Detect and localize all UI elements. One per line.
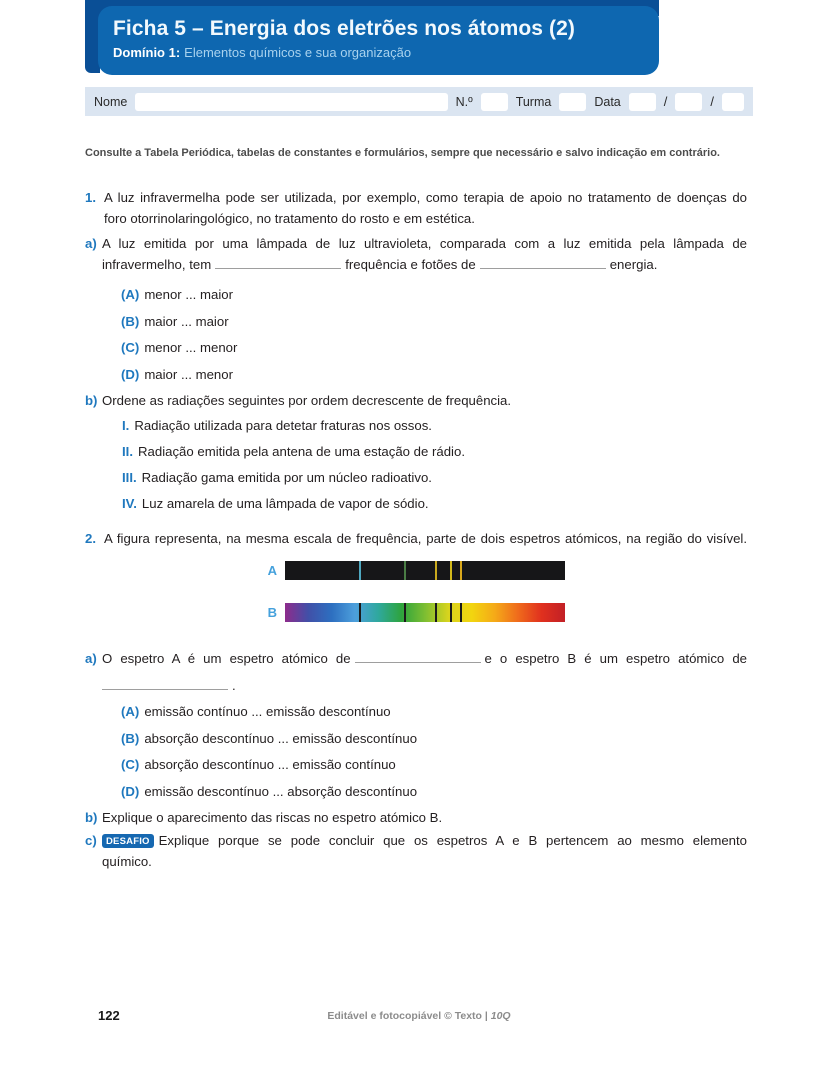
spectral-line: [359, 603, 361, 622]
question-2a: [85, 645, 747, 699]
option-letter: (A): [121, 287, 140, 302]
question-1-number: 1.: [85, 190, 96, 205]
question-1a-line2: [102, 254, 747, 275]
spectral-line: [435, 561, 437, 580]
radiation-item-2: [122, 441, 747, 462]
option-text: maior ... menor: [144, 366, 233, 382]
question-1-text: [104, 187, 747, 229]
page-number: 122: [98, 1008, 120, 1023]
name-input[interactable]: [135, 93, 447, 111]
question-2a-options: [121, 701, 747, 802]
question-2-number: 2.: [85, 531, 96, 546]
question-1-text-line2: foro otorrinolaringológico, no tratamento do rosto e em estética.: [104, 211, 475, 226]
domain-text: Elementos químicos e sua organização: [184, 45, 412, 60]
spectrum-a-emission-bar: [285, 561, 565, 580]
radiation-item-3: [122, 467, 747, 488]
spectral-line: [404, 561, 406, 580]
option-letter: (A): [121, 704, 140, 719]
option-letter: (C): [121, 340, 140, 355]
question-2a-line1-part2: e o espetro B é um espetro atómico de: [484, 651, 747, 666]
question-1b-text: Ordene as radiações seguintes por ordem decrescente de frequência.: [102, 393, 512, 408]
item-text: Radiação emitida pela antena de uma estação de rádio.: [138, 444, 465, 459]
item-text: Radiação gama emitida por um núcleo radioativo.: [141, 470, 432, 485]
class-input[interactable]: [559, 93, 586, 111]
blank-field-frequency[interactable]: [215, 257, 341, 269]
question-2a-text: [102, 645, 747, 699]
date-separator: /: [663, 94, 668, 109]
header-title-box: [98, 6, 659, 75]
question-2c-line2: químico.: [102, 854, 152, 869]
spectra-figure: [85, 557, 747, 625]
option-2a-C: [121, 754, 747, 775]
question-1b-label: b): [85, 393, 98, 408]
student-id-row: [85, 87, 753, 116]
option-1a-B: [121, 311, 747, 332]
item-text: Luz amarela de uma lâmpada de vapor de sódio.: [141, 496, 429, 511]
radiation-item-1: [122, 415, 747, 436]
question-2a-label: a): [85, 651, 97, 666]
item-numeral: III.: [122, 470, 137, 485]
option-text: emissão contínuo ... emissão descontínuo: [144, 704, 391, 719]
question-2b-label: b): [85, 810, 98, 825]
option-letter: (D): [121, 366, 140, 382]
page-footer: [85, 1008, 753, 1028]
question-2b: [85, 807, 747, 828]
question-1: [85, 187, 747, 514]
worksheet-body: [85, 140, 747, 872]
spectral-line: [450, 603, 452, 622]
option-letter: (B): [121, 730, 140, 746]
question-2a-line1-part1: O espetro A é um espetro atómico de: [102, 651, 351, 666]
radiation-item-4: [122, 493, 747, 514]
question-1a-line2-part3: energia.: [609, 257, 658, 272]
item-numeral: IV.: [122, 496, 137, 511]
challenge-badge: DESAFIO: [102, 834, 154, 848]
option-text: absorção descontínuo ... emissão descontínuo: [144, 730, 418, 746]
blank-field-spectrum-b[interactable]: [102, 678, 228, 690]
blank-field-spectrum-a[interactable]: [355, 651, 481, 663]
option-letter: (C): [121, 757, 140, 772]
spectral-line: [460, 603, 462, 622]
question-1a-line2-part2: frequência e fotões de: [345, 257, 476, 272]
spectral-line: [359, 561, 361, 580]
question-1a-options: [121, 284, 747, 385]
question-2c-line1: [102, 830, 747, 851]
option-letter: (B): [121, 313, 140, 329]
date-year-input[interactable]: [722, 93, 744, 111]
option-2a-B: [121, 728, 747, 749]
footer-copyright: [85, 1010, 753, 1022]
question-2b-text: Explique o aparecimento das riscas no espetro atómico B.: [102, 810, 443, 825]
worksheet-subtitle: [113, 44, 645, 61]
question-2: [85, 528, 747, 872]
question-1b-items: [122, 415, 747, 514]
option-text: menor ... menor: [144, 340, 238, 355]
question-2a-line2-suffix: .: [232, 678, 236, 693]
question-1a-line2-part1: infravermelho, tem: [102, 257, 212, 272]
question-1a-line1: A luz emitida por uma lâmpada de luz ultravioleta, comparada com a luz emitida pela lâmpada de: [102, 236, 747, 251]
option-text: emissão descontínuo ... absorção descontínuo: [144, 783, 418, 799]
question-1a: [85, 233, 747, 275]
question-2c-label: c): [85, 833, 97, 848]
footer-edition: 10Q: [490, 1010, 511, 1022]
question-2-text: A figura representa, na mesma escala de frequência, parte de dois espetros atómicos, na região do visível.: [104, 531, 747, 546]
item-numeral: II.: [122, 444, 133, 459]
date-day-input[interactable]: [629, 93, 656, 111]
option-letter: (D): [121, 783, 140, 799]
option-2a-A: [121, 701, 747, 722]
question-1a-label: a): [85, 236, 97, 251]
spectral-line: [435, 603, 437, 622]
name-label: Nome: [94, 94, 128, 109]
question-1b: [85, 390, 747, 411]
option-text: maior ... maior: [144, 313, 229, 329]
option-text: menor ... maior: [144, 287, 233, 302]
spectral-line: [450, 561, 452, 580]
date-separator: /: [710, 94, 714, 109]
question-2a-line1: [102, 645, 747, 672]
worksheet-title: Ficha 5 – Energia dos eletrões nos átomos (2): [113, 17, 575, 40]
option-1a-D: [121, 364, 747, 385]
option-1a-A: [121, 284, 747, 305]
question-2c: [85, 830, 747, 872]
spectrum-b-label: B: [267, 605, 277, 620]
date-month-input[interactable]: [675, 93, 702, 111]
number-input[interactable]: [481, 93, 508, 111]
class-label: Turma: [515, 94, 552, 109]
spectrum-b-continuous-bar: [285, 603, 565, 622]
question-1-text-line1: A luz infravermelha pode ser utilizada, por exemplo, como terapia de apoio no tratamento de doenças do: [104, 190, 747, 205]
date-label: Data: [594, 94, 621, 109]
item-text: Radiação utilizada para detetar fraturas nos ossos.: [134, 418, 432, 433]
question-2a-line2: [102, 672, 747, 699]
spectrum-a-label: A: [267, 563, 277, 578]
spectral-line: [460, 561, 462, 580]
number-label: N.º: [455, 94, 473, 109]
option-1a-C: [121, 337, 747, 358]
blank-field-energy[interactable]: [480, 257, 606, 269]
instruction-note: Consulte a Tabela Periódica, tabelas de constantes e formulários, sempre que necessário e salvo indicação em contrário.: [85, 147, 720, 159]
spectral-line: [404, 603, 406, 622]
question-1a-text: [102, 233, 747, 275]
footer-copyright-text: Editável e fotocopiável © Texto |: [327, 1010, 491, 1022]
option-text: absorção descontínuo ... emissão contínuo: [144, 757, 396, 772]
question-2c-text: [102, 830, 747, 872]
option-2a-D: [121, 781, 747, 802]
item-numeral: I.: [122, 418, 130, 433]
question-2c-line1-text: Explique porque se pode concluir que os espetros A e B pertencem ao mesmo elemento: [158, 833, 747, 848]
domain-label: Domínio 1:: [113, 45, 181, 60]
